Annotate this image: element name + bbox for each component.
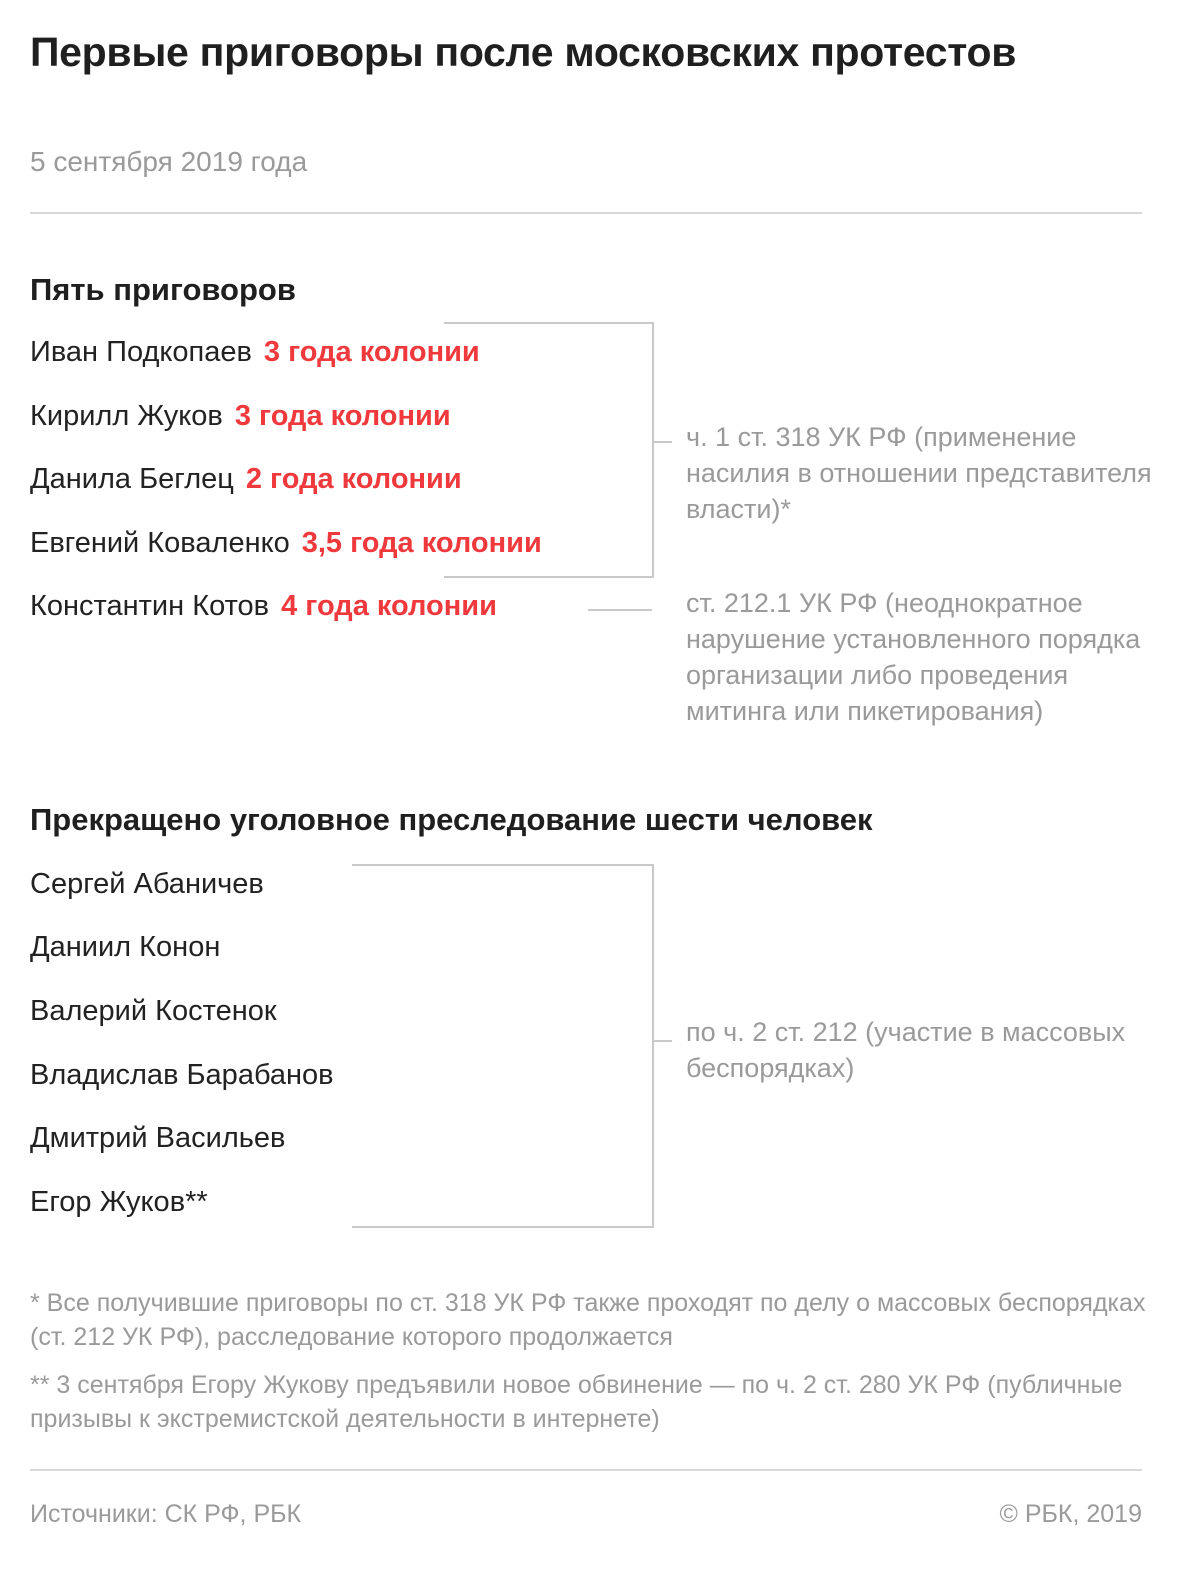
dropped-person: Сергей Абаничев [30,868,264,900]
sentence-term: 2 года колонии [245,463,462,495]
page-title: Первые приговоры после московских протестов [30,29,1017,75]
sentence-term: 3 года колонии [263,336,480,368]
footnote-two: ** 3 сентября Егору Жукову предъявили новое обвинение — по ч. 2 ст. 280 УК РФ (публичные призывы к экстремистской деятельности в интернете) [30,1371,1123,1433]
dropped-person: Валерий Костенок [30,995,277,1027]
dropped-person: Владислав Барабанов [30,1059,334,1091]
copyright: © РБК, 2019 [999,1500,1142,1528]
article-212-1-note: ст. 212.1 УК РФ (неоднократное нарушение установленного порядка организации либо проведения митинга или пикетирования) [686,588,1141,726]
sentence-row [30,336,480,369]
bracket-bottom-line [352,1226,654,1228]
bracket-vertical-line [652,864,654,1228]
bracket-top-line [352,864,654,866]
section-title-dropped: Прекращено уголовное преследование шести человек [30,802,873,837]
dropped-person: Даниил Конон [30,931,221,963]
bracket-vertical-line [652,322,654,578]
sentence-row [30,463,462,496]
kotov-connector-line [588,609,652,611]
article-318-note: ч. 1 ст. 318 УК РФ (применение насилия в отношении представителя власти)* [686,422,1152,524]
sentence-row [30,400,451,433]
sentence-term: 4 года колонии [281,590,497,622]
person-name: Евгений Коваленко [30,527,290,559]
sentence-row [30,527,542,560]
person-name: Константин Котов [30,590,270,622]
sentence-term: 3 года колонии [234,400,451,432]
header-divider [30,212,1142,214]
dropped-person: Дмитрий Васильев [30,1122,286,1154]
bracket-connector [654,441,672,443]
sources: Источники: СК РФ, РБК [30,1500,302,1528]
article-212-note: по ч. 2 ст. 212 (участие в массовых беспорядках) [686,1017,1126,1083]
sentence-term: 3,5 года колонии [301,527,542,559]
sentence-row [30,590,497,623]
footer-divider [30,1469,1142,1471]
publication-date: 5 сентября 2019 года [30,146,308,177]
footnote-one: * Все получившие приговоры по ст. 318 УК РФ также проходят по делу о массовых беспорядках (ст. 212 УК РФ), расследование которого продолжается [30,1289,1146,1351]
bracket-bottom-line [444,576,654,578]
bracket-top-line [444,322,654,324]
person-name: Данила Беглец [30,463,234,495]
dropped-person: Егор Жуков** [30,1186,208,1218]
bracket-connector [654,1040,672,1042]
person-name: Кирилл Жуков [30,400,223,432]
section-title-sentences: Пять приговоров [30,272,296,307]
person-name: Иван Подкопаев [30,336,252,368]
